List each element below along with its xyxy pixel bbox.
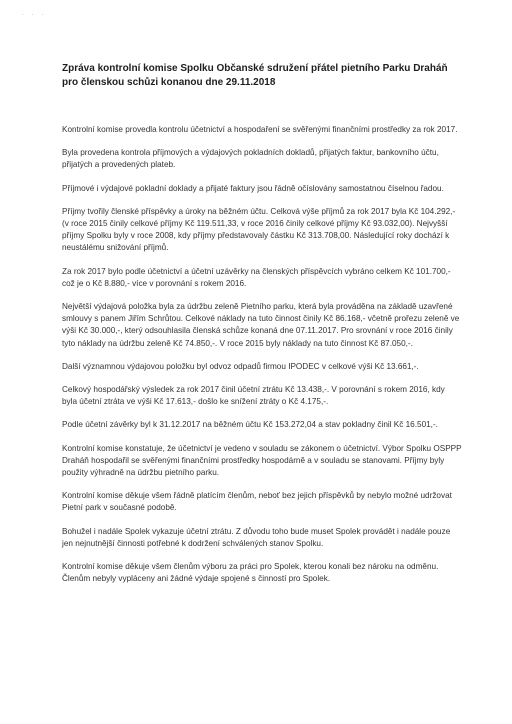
paragraph-4: Příjmy tvořily členské příspěvky a úroky na běžném účtu. Celková výše příjmů za rok 2017 byla Kč 104.292,- (v roce 2015 činily celkové příjmy Kč 119.511,33, v roce 2016 činily celkové příjmy Kč 93.032,00). Nejvyšší příjmy Spolku byly v roce 2008, kdy příjmy představovaly částku Kč 313.708,00. Následující roky dochází k neustálému snižování příjmů. (62, 206, 456, 253)
paragraph-9: Podle účetní závěrky byl k 31.12.2017 na běžném účtu Kč 153.272,04 a stav pokladny činil Kč 16.501,-. (62, 420, 438, 430)
paragraph-2: Byla provedena kontrola příjmových a výdajových pokladních dokladů, přijatých faktur, bankovního účtu, přijatých a provedených plateb. (62, 148, 439, 170)
paragraph-10: Kontrolní komise konstatuje, že účetnictví je vedeno v souladu se zákonem o účetnictví. Výbor Spolku OSPPP Draháň hospodařil se svěřenými finančními prostředky hospodárně a v souladu se stanovami. Příjmy byly použity výhradně na údržbu pietního parku. (62, 443, 462, 478)
paragraph-8: Celkový hospodářský výsledek za rok 2017 činil účetní ztrátu Kč 13.438,-. V porovnání s rokem 2016, kdy byla účetní ztráta ve výši Kč 17.613,- došlo ke snížení ztráty o Kč 4.175,-. (62, 385, 445, 407)
scan-marks: · · · (22, 12, 47, 18)
paragraph-11: Kontrolní komise děkuje všem řádně platícím členům, neboť bez jejich příspěvků by nebylo možné udržovat Pietní park v současné podobě. (62, 491, 452, 513)
paragraph-6: Největší výdajová položka byla za údržbu zeleně Pietního parku, která byla prováděna na základě uzavřené smlouvy s panem Jiřím Schrůtou. Celkové náklady na tuto činnost činily Kč 86.168,- včetně prořezu zeleně ve výši Kč 30.000,-, který odsouhlasila členská schůze konaná dne 07.11.2017. Pro srovnání v roce 2016 činily tyto náklady na údržbu zeleně Kč 74.850,-. V roce 2015 byly náklady na tuto činnost Kč 87.050,-. (62, 302, 460, 348)
paragraph-1: Kontrolní komise provedla kontrolu účetnictví a hospodaření se svěřenými finančními prostředky za rok 2017. (62, 125, 458, 134)
paragraph-12: Bohužel i nadále Spolek vykazuje účetní ztrátu. Z důvodu toho bude muset Spolek provádět i nadále pouze jen nejnutnější činnosti potřebné k dodržení schválených stanov Spolku. (62, 526, 451, 548)
document-body (62, 124, 462, 596)
paragraph-7: Další významnou výdajovou položku byl odvoz odpadů firmou IPODEC v celkové výši Kč 13.661,-. (62, 361, 419, 371)
paragraph-5: Za rok 2017 bylo podle účetnictví a účetní uzávěrky na členských příspěvcích vybráno celkem Kč 101.700,- což je o Kč 8.880,- více v porovnání s rokem 2016. (62, 266, 451, 288)
paragraph-3: Příjmové i výdajové pokladní doklady a přijaté faktury jsou řádně očíslovány samostatnou číselnou řadou. (62, 183, 444, 193)
document-title: Zpráva kontrolní komise Spolku Občanské sdružení přátel pietního Parku Draháň pro členskou schůzi konanou dne 29.11.2018 (62, 63, 448, 88)
paragraph-13: Kontrolní komise děkuje všem členům výboru za práci pro Spolek, kterou konali bez nároku na odměnu. Členům nebyly vypláceny ani žádné výdaje spojené s činností pro Spolek. (62, 562, 439, 584)
